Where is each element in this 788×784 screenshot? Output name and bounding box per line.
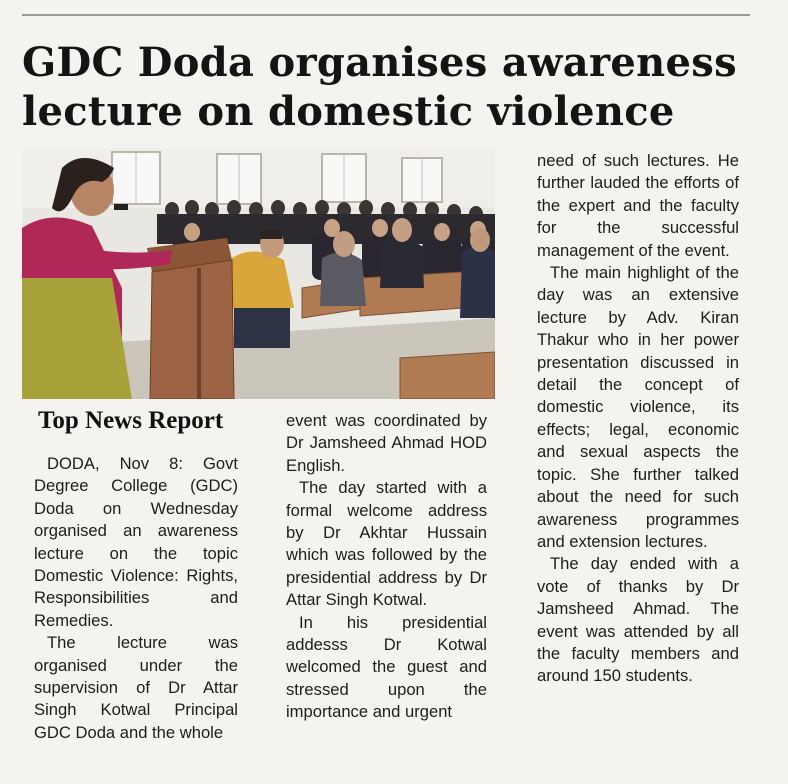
paragraph: The lecture was organised under the supervision of Dr Attar Singh Kotwal Principal GDC Doda and the whole [34, 633, 238, 742]
byline: Top News Report [38, 407, 224, 434]
paragraph: In his presidential addesss Dr Kotwal welcomed the guest and stressed upon the importance and urgent [286, 612, 487, 722]
headline: GDC Doda organises awareness lecture on domestic violence [22, 39, 737, 135]
paragraph: event was coordinated by Dr Jamsheed Ahmad HOD English. [286, 411, 487, 475]
body-column-3 [537, 150, 739, 688]
body-column-2 [286, 410, 487, 724]
top-divider [22, 14, 750, 16]
paragraph: need of such lectures. He further lauded the efforts of the expert and the faculty for the successful management of the event. [537, 151, 739, 260]
lecture-photo [22, 148, 495, 399]
paragraph: The day ended with a vote of thanks by Dr Jamsheed Ahmad. The event was attended by all the faculty members and around 150 students. [537, 554, 739, 686]
paragraph: DODA, Nov 8: Govt Degree College (GDC) Doda on Wednesday organised an awareness lecture on the topic Domestic Violence: Rights, Responsibilities and Remedies. [34, 454, 238, 630]
paragraph: The day started with a formal welcome address by Dr Akhtar Hussain which was followed by the presidential address by Dr Attar Singh Kotwal. [286, 478, 487, 610]
paragraph: The main highlight of the day was an extensive lecture by Adv. Kiran Thakur who in her power presentation discussed in detail the concept of domestic violence, its effects; legal, economic and sexual aspects the topic. She further talked about the need for such awareness programmes and extension lectures. [537, 263, 739, 551]
body-column-1 [34, 453, 238, 744]
